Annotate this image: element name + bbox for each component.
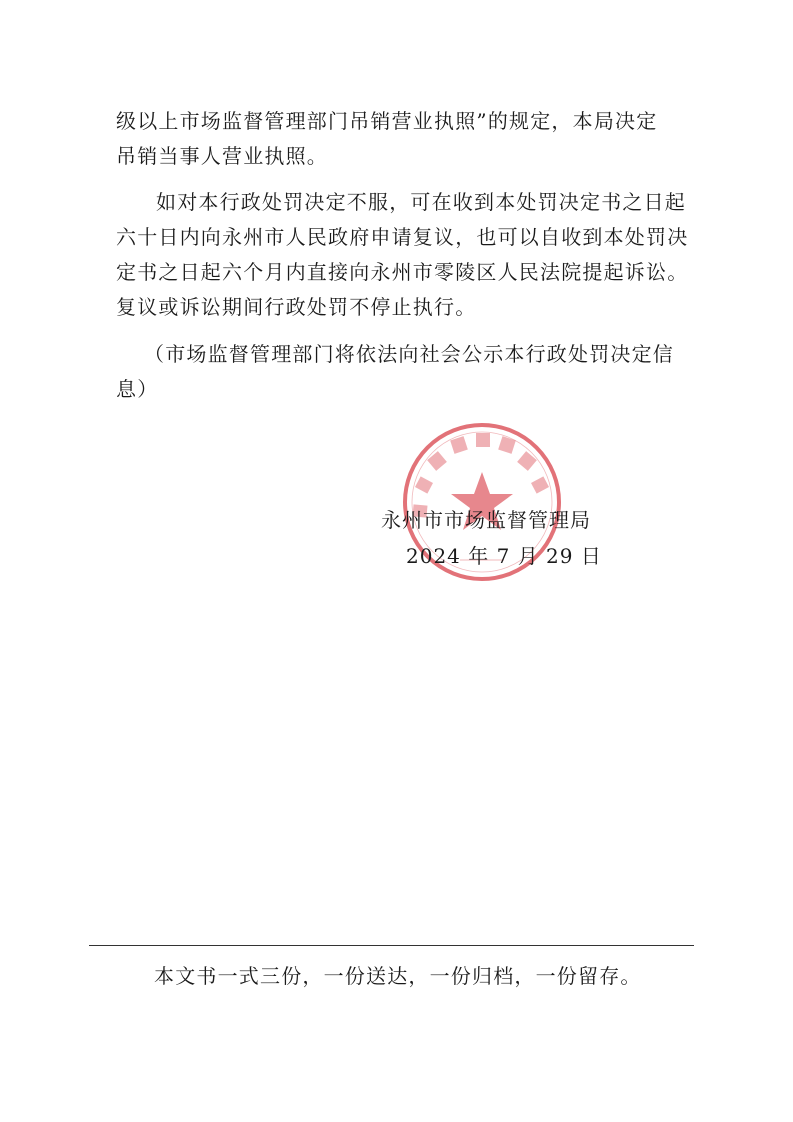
issue-date: 2024 年 7 月 29 日 [406,544,602,568]
text-line: 吊销当事人营业执照。 [116,144,328,168]
text-line: （市场监督管理部门将依法向社会公示本行政处罚决定信 [144,342,674,366]
text-line: 息） [116,377,159,401]
text-line: 级以上市场监督管理部门吊销营业执照”的规定，本局决定 [116,109,658,133]
text-line: 六十日内向永州市人民政府申请复议，也可以自收到本处罚决 [116,225,689,249]
text-line: 复议或诉讼期间行政处罚不停止执行。 [116,295,477,319]
text-line: 如对本行政处罚决定不服，可在收到本处罚决定书之日起 [156,190,686,214]
paragraph-revocation [116,104,676,174]
paragraph-appeal-rights [116,185,689,325]
issuing-organization: 永州市市场监督管理局 [381,508,591,532]
footer-divider [89,945,694,946]
footer-note: 本文书一式三份，一份送达，一份归档，一份留存。 [154,964,642,988]
text-line: 定书之日起六个月内直接向永州市零陵区人民法院提起诉讼。 [116,260,689,284]
paragraph-public-notice [116,337,676,407]
